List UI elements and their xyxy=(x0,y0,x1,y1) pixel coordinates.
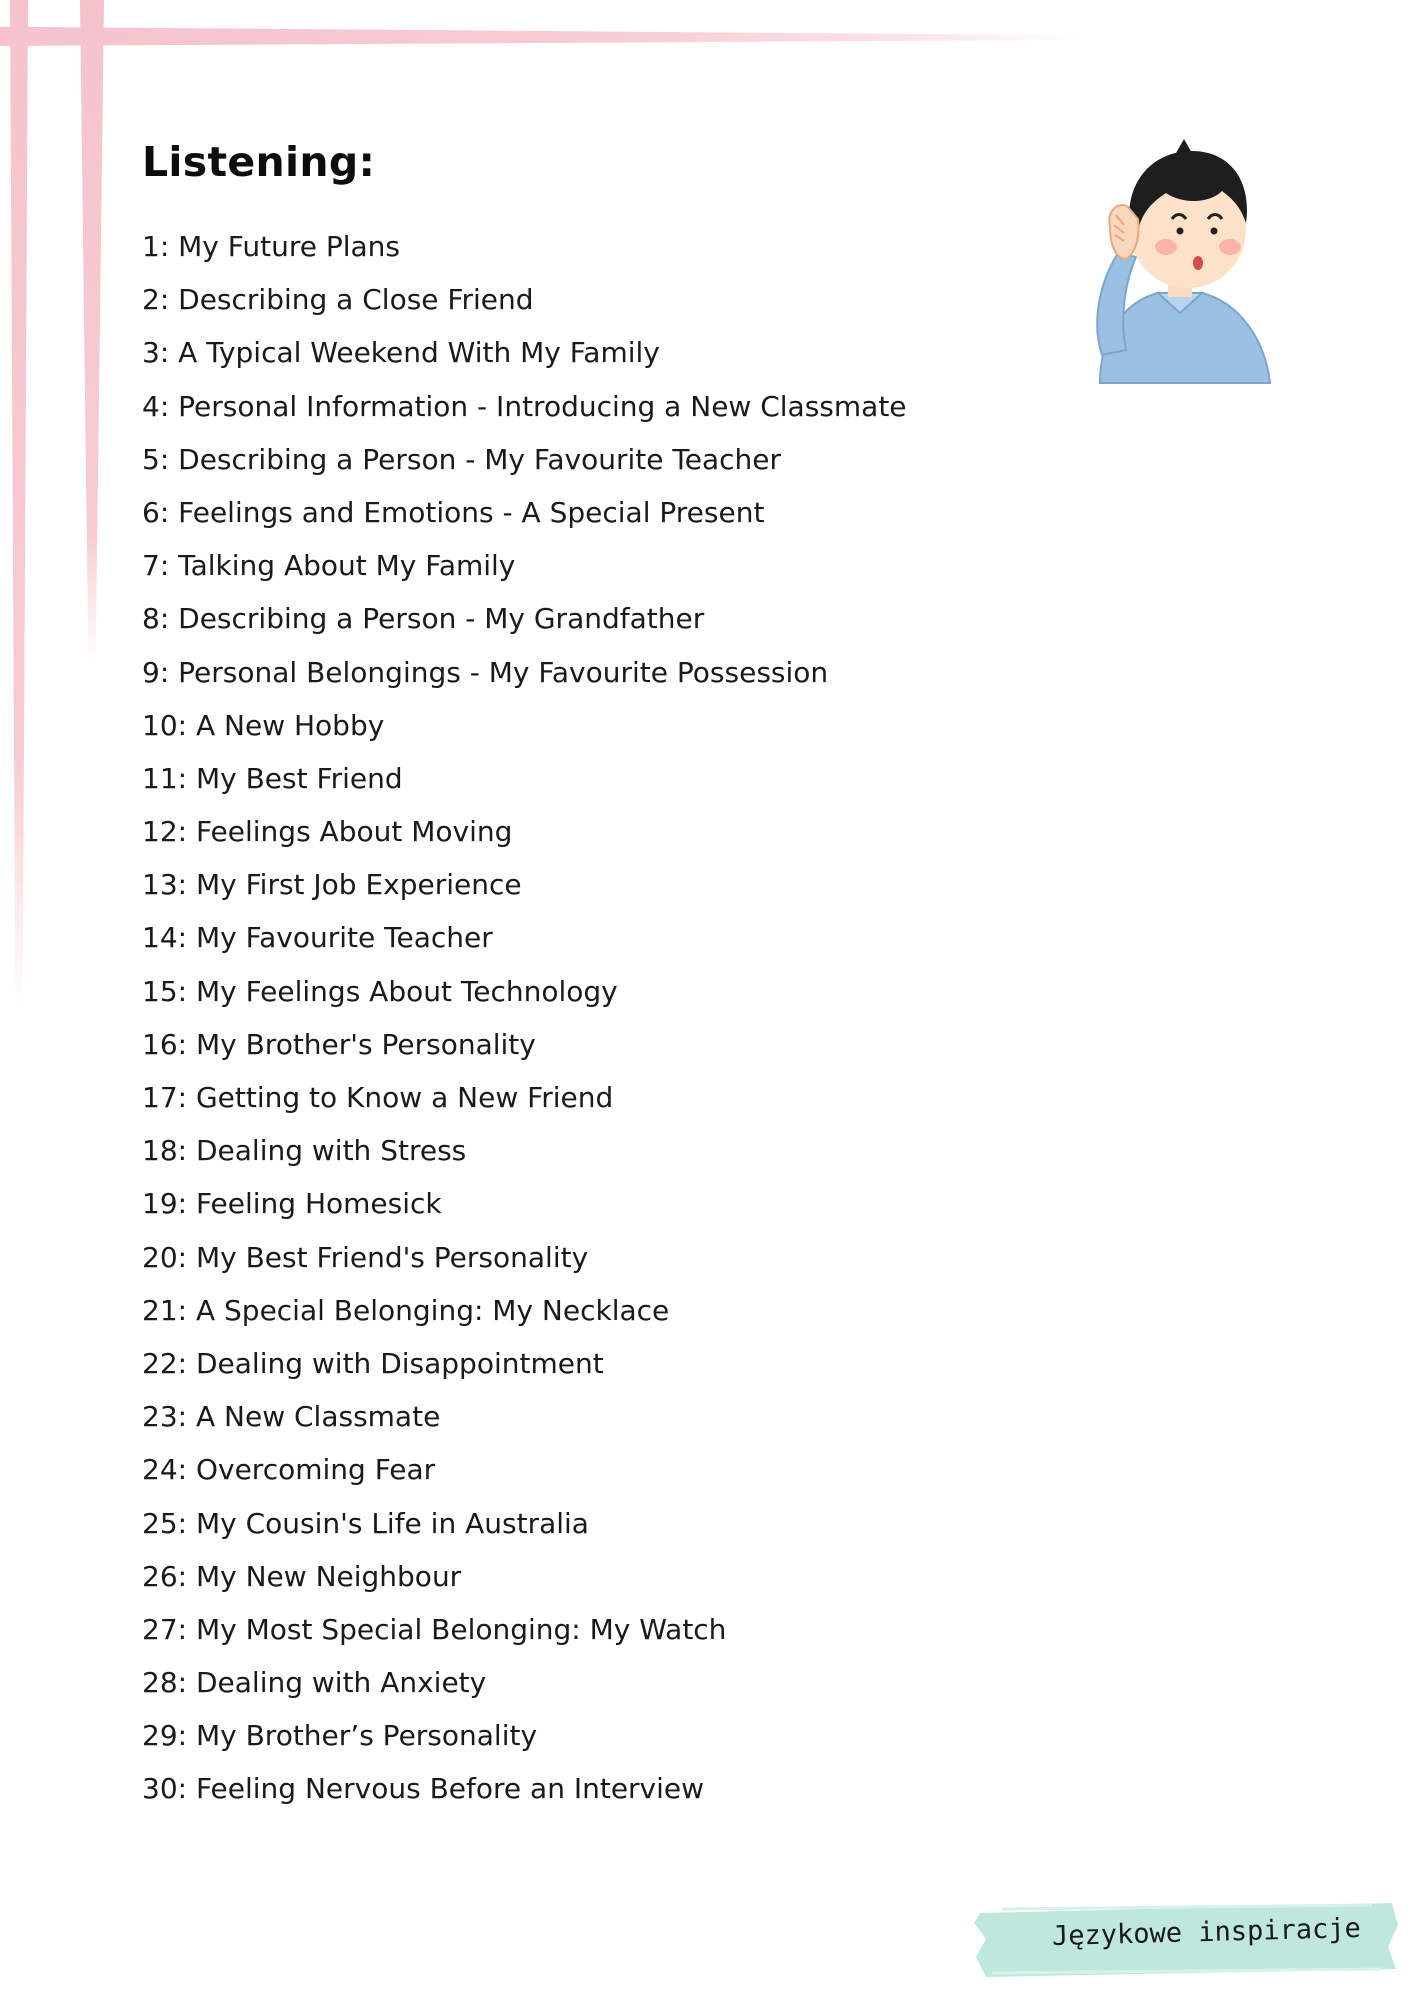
page-title: Listening: xyxy=(142,138,376,186)
list-item: 7: Talking About My Family xyxy=(142,549,516,583)
list-item: 11: My Best Friend xyxy=(142,761,403,795)
list-item: 5: Describing a Person - My Favourite Teacher xyxy=(142,442,782,476)
list-item: 19: Feeling Homesick xyxy=(142,1187,442,1221)
list-item: 15: My Feelings About Technology xyxy=(142,974,618,1008)
list-item: 8: Describing a Person - My Grandfather xyxy=(142,602,705,636)
list-item: 3: A Typical Weekend With My Family xyxy=(142,336,660,370)
list-item: 26: My New Neighbour xyxy=(142,1559,462,1593)
list-item: 1: My Future Plans xyxy=(142,230,401,263)
list-item: 22: Dealing with Disappointment xyxy=(142,1346,604,1380)
list-item: 18: Dealing with Stress xyxy=(142,1134,467,1168)
list-item: 10: A New Hobby xyxy=(142,708,385,742)
list-item: 24: Overcoming Fear xyxy=(142,1453,436,1487)
list-item: 27: My Most Special Belonging: My Watch xyxy=(142,1612,727,1646)
list-item: 6: Feelings and Emotions - A Special Present xyxy=(142,495,765,529)
listening-boy-icon xyxy=(1080,135,1280,385)
list-item: 28: Dealing with Anxiety xyxy=(142,1666,487,1700)
pink-brush-stroke-vertical-left xyxy=(10,0,28,1010)
list-item: 21: A Special Belonging: My Necklace xyxy=(142,1293,670,1327)
list-item: 23: A New Classmate xyxy=(142,1400,441,1434)
pink-brush-stroke-vertical-right xyxy=(80,0,104,665)
list-item: 4: Personal Information - Introducing a New Classmate xyxy=(142,389,907,423)
brand-badge xyxy=(972,1895,1402,1980)
list-item: 14: My Favourite Teacher xyxy=(142,921,493,955)
listening-topic-list xyxy=(142,220,907,1816)
list-item: 30: Feeling Nervous Before an Interview xyxy=(142,1772,705,1806)
list-item: 9: Personal Belongings - My Favourite Possession xyxy=(142,655,829,689)
list-item: 29: My Brother’s Personality xyxy=(142,1719,538,1753)
pink-brush-stroke-horizontal xyxy=(0,22,1080,46)
list-item: 13: My First Job Experience xyxy=(142,868,522,902)
list-item: 12: Feelings About Moving xyxy=(142,815,513,849)
list-item: 25: My Cousin's Life in Australia xyxy=(142,1506,589,1540)
list-item: 17: Getting to Know a New Friend xyxy=(142,1081,614,1114)
list-item: 2: Describing a Close Friend xyxy=(142,283,534,317)
list-item: 20: My Best Friend's Personality xyxy=(142,1240,589,1274)
brand-name: Językowe inspiracje xyxy=(1051,1912,1362,1953)
list-item: 16: My Brother's Personality xyxy=(142,1027,536,1061)
